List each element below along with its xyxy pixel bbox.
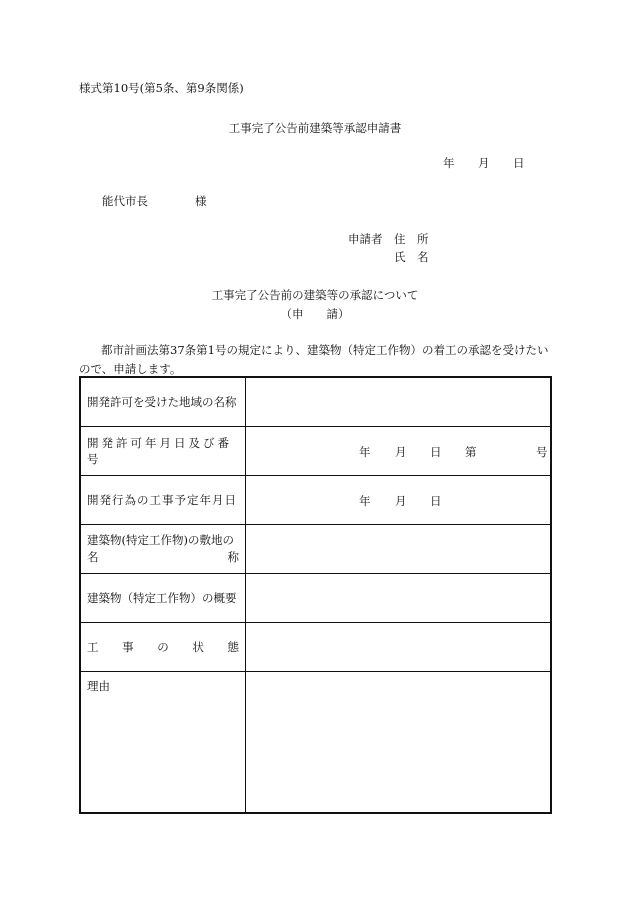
row-label-permit-date-number: [80, 427, 246, 476]
table-row: [80, 377, 551, 427]
site-name-label-sho: 称: [227, 550, 239, 564]
field-area-name[interactable]: [246, 377, 552, 427]
applicant-name-label: 氏 名: [394, 250, 429, 264]
subject-line: 工事完了公告前の建築等の承認について: [211, 288, 419, 302]
status-char: 工: [87, 640, 99, 654]
status-label-text: [87, 639, 239, 655]
site-name-label-na: 名: [87, 550, 99, 564]
field-status[interactable]: [246, 623, 552, 672]
permit-day-label: 日: [430, 445, 442, 459]
row-label-status: [80, 623, 246, 672]
construction-year-label: 年: [359, 494, 371, 508]
permit-go-label: 号: [536, 445, 548, 459]
table-row: [80, 623, 551, 672]
status-char: 状: [192, 640, 204, 654]
applicant-label: 申請者: [348, 232, 383, 246]
site-name-label-line2: [87, 549, 239, 566]
date-month-label: 月: [478, 156, 490, 170]
permit-dai-label: 第: [465, 445, 477, 459]
row-label-construction-date: [80, 476, 246, 525]
field-permit-date-number[interactable]: [246, 427, 552, 476]
construction-day-label: 日: [430, 494, 442, 508]
permit-label-text: 開発許可年月日及び番号: [87, 436, 232, 466]
site-name-label-line1: 建築物(特定工作物)の敷地の: [87, 533, 234, 547]
document-title: 工事完了公告前建築等承認申請書: [228, 121, 402, 135]
applicant-address-label: 住 所: [394, 232, 429, 246]
body-text: 都市計画法第37条第1号の規定により、建築物（特定工作物）の着工の承認を受けたいので、申請します。: [79, 343, 549, 376]
date-year-label: 年: [443, 156, 455, 170]
row-label-reason: 理由: [80, 672, 246, 814]
construction-month-label: 月: [395, 494, 407, 508]
table-row: [80, 427, 551, 476]
row-label-site-name: [80, 525, 246, 574]
row-label-overview: 建築物（特定工作物）の概要: [80, 574, 246, 623]
subject-type: （申 請）: [280, 307, 350, 321]
table-row: [80, 574, 551, 623]
permit-month-label: 月: [395, 445, 407, 459]
status-char: の: [157, 640, 169, 654]
permit-year-label: 年: [359, 445, 371, 459]
status-char: 態: [227, 640, 239, 654]
application-table: [79, 376, 552, 814]
form-number: 様式第10号(第5条、第9条関係): [79, 81, 244, 95]
field-site-name[interactable]: [246, 525, 552, 574]
row-label-area-name: 開発許可を受けた地域の名称: [80, 377, 246, 427]
construction-date-label-text: 開発行為の工事予定年月日: [87, 493, 237, 507]
table-row: [80, 525, 551, 574]
table-row: [80, 672, 551, 814]
addressee-honorific: 様: [195, 194, 207, 208]
field-reason[interactable]: [246, 672, 552, 814]
field-construction-date[interactable]: [246, 476, 552, 525]
field-overview[interactable]: [246, 574, 552, 623]
addressee-name: 能代市長: [102, 194, 148, 208]
table-row: [80, 476, 551, 525]
date-day-label: 日: [513, 156, 525, 170]
status-char: 事: [122, 640, 134, 654]
